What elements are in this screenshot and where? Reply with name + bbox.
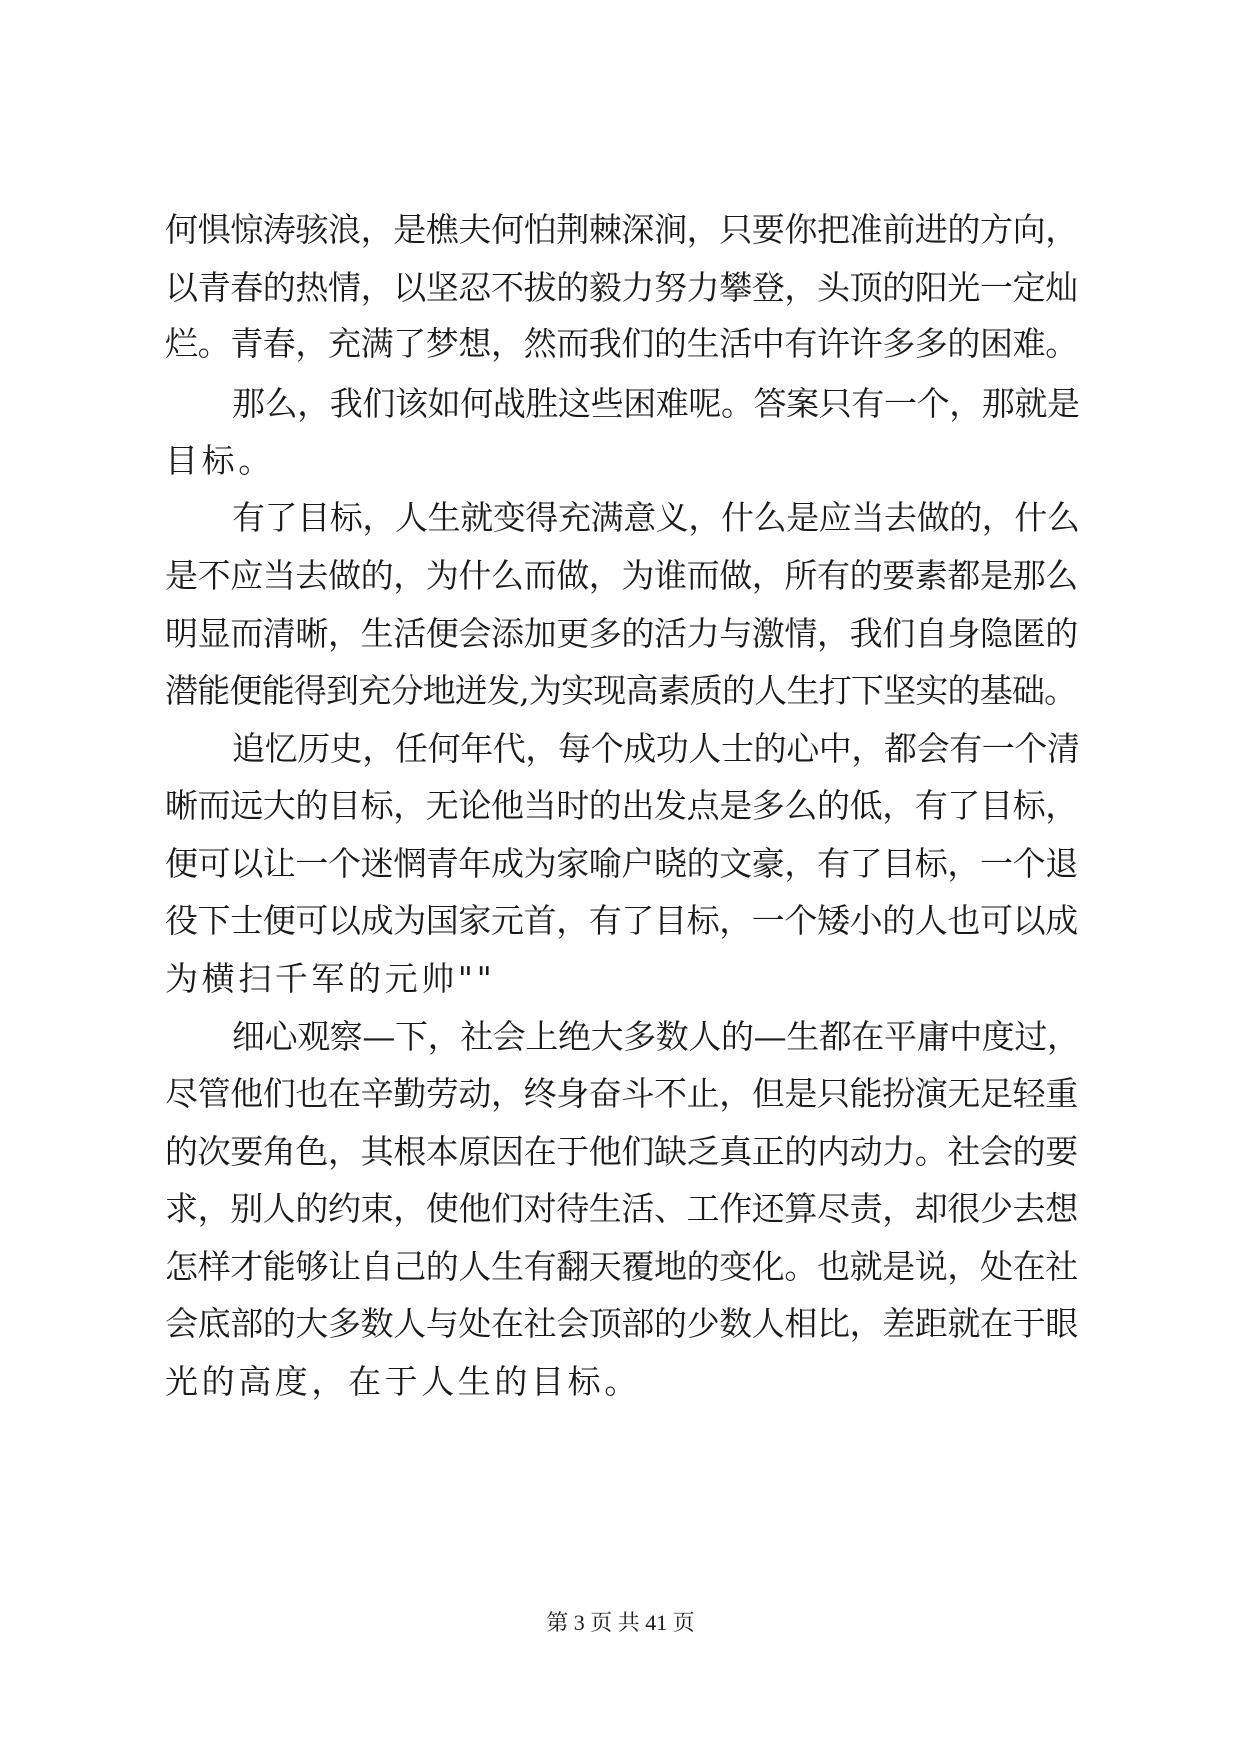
text-line: 是不应当去做的，为什么而做，为谁而做，所有的要素都是那么 [165, 556, 1078, 595]
text-line: 目标。 [165, 441, 275, 480]
text-line: 求，别人的约束，使他们对待生活、工作还算尽责，却很少去想 [165, 1189, 1078, 1228]
text-line: 烂。青春，充满了梦想，然而我们的生活中有许许多多的困难。 [165, 324, 1078, 363]
text-line: 光的高度，在于人生的目标。 [165, 1362, 641, 1401]
text-line: 细心观察—下，社会上绝大多数人的—生都在平庸中度过， [232, 1017, 1080, 1056]
text-line: 尽管他们也在辛勤劳动，终身奋斗不止，但是只能扮演无足轻重 [165, 1074, 1078, 1113]
text-line: 有了目标，人生就变得充满意义，什么是应当去做的，什么 [232, 498, 1080, 537]
text-line: 役下士便可以成为国家元首，有了目标，一个矮小的人也可以成 [165, 901, 1078, 940]
page-number-footer: 第 3 页 共 41 页 [546, 1610, 695, 1635]
text-line: 晰而远大的目标，无论他当时的出发点是多么的低，有了目标， [165, 786, 1078, 825]
text-line: 会底部的大多数人与处在社会顶部的少数人相比，差距就在于眼 [165, 1304, 1078, 1343]
text-line: 的次要角色，其根本原因在于他们缺乏真正的内动力。社会的要 [165, 1132, 1078, 1171]
text-line: 怎样才能够让自己的人生有翻天覆地的变化。也就是说，处在社 [165, 1247, 1078, 1286]
text-line: 那么，我们该如何战胜这些困难呢。答案只有一个，那就是 [232, 384, 1080, 423]
text-line: 为横扫千军的元帅"" [165, 959, 496, 998]
text-line: 以青春的热情，以坚忍不拔的毅力努力攀登，头顶的阳光一定灿 [165, 268, 1078, 307]
text-line: 明显而清晰，生活便会添加更多的活力与激情，我们自身隐匿的 [165, 614, 1078, 653]
text-line: 便可以让一个迷惘青年成为家喻户晓的文豪，有了目标，一个退 [165, 844, 1078, 883]
text-line: 潜能便能得到充分地迸发,为实现高素质的人生打下坚实的基础。 [165, 671, 1077, 710]
text-line: 追忆历史，任何年代，每个成功人士的心中，都会有一个清 [232, 729, 1080, 768]
text-line: 何惧惊涛骇浪，是樵夫何怕荆棘深涧，只要你把准前进的方向， [165, 210, 1078, 249]
